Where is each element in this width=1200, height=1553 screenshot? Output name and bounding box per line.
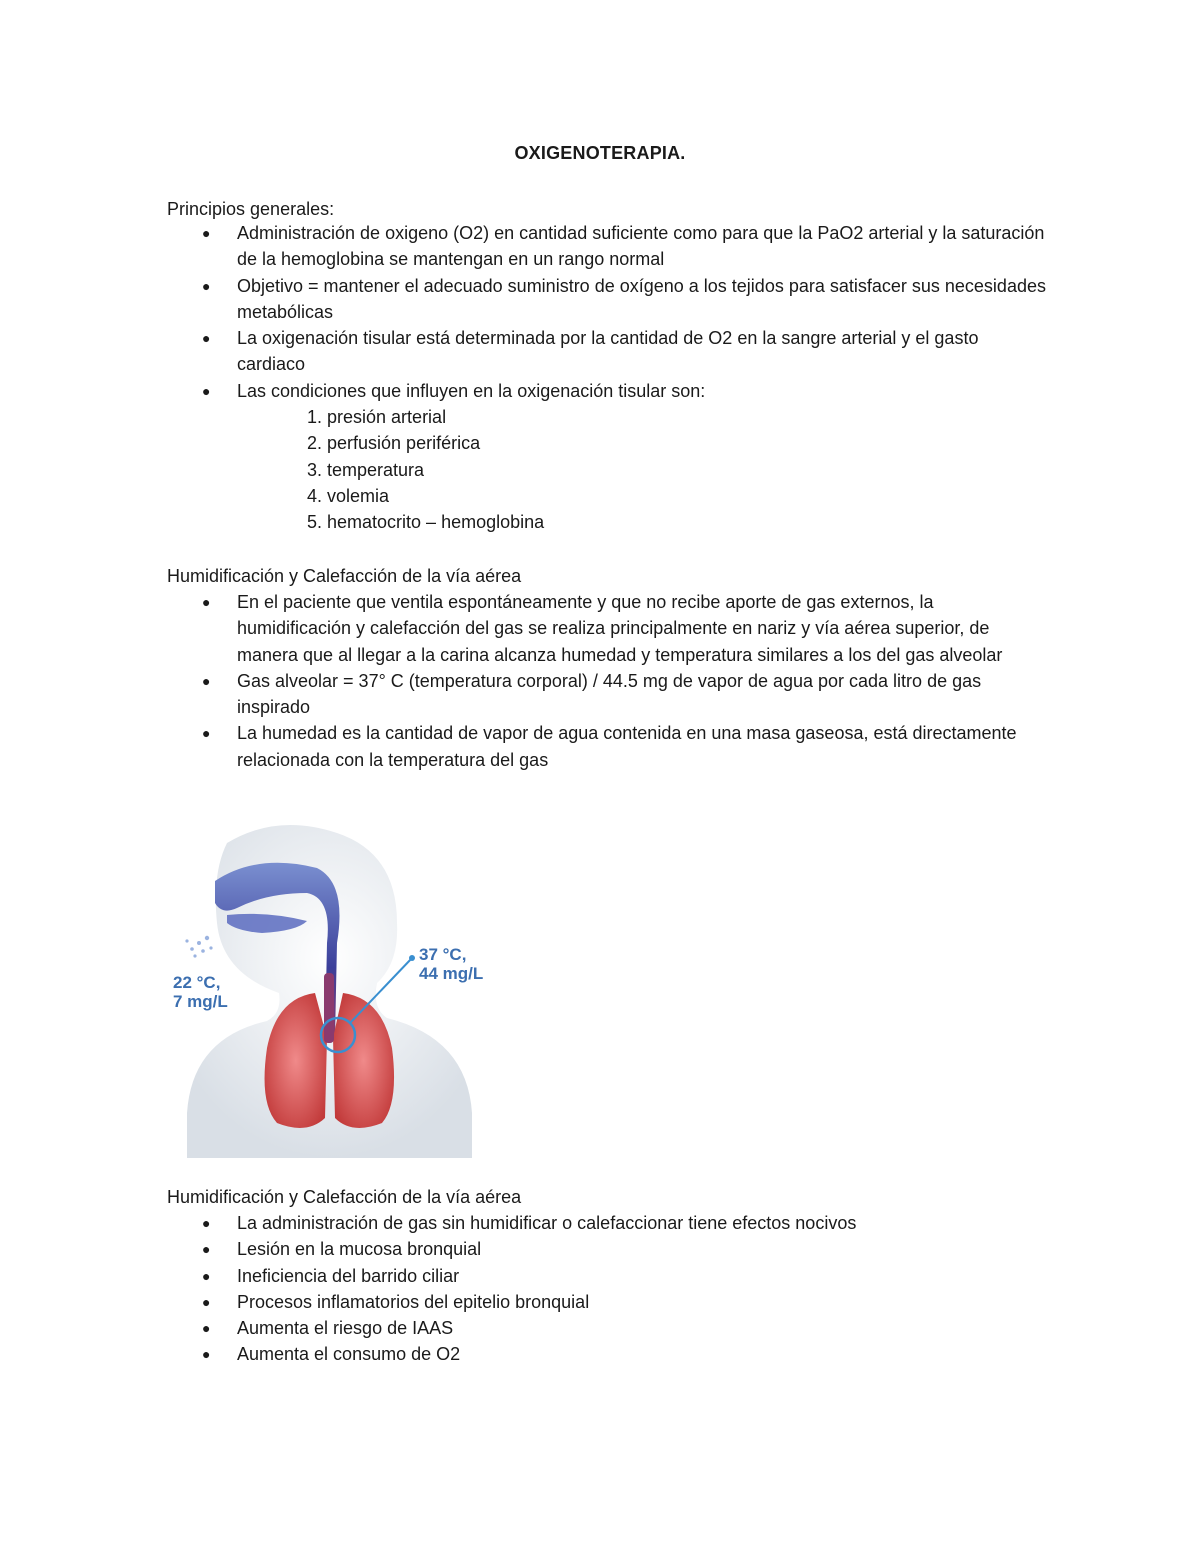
label-outside-temp: 22 °C, <box>173 973 221 992</box>
list-item: 2. perfusión periférica <box>307 433 481 454</box>
bullet-icon: ● <box>202 1320 211 1337</box>
list-item: ● Objetivo = mantener el adecuado suministro de oxígeno a los tejidos para satisfacer sus necesidades metabólicas <box>167 273 1047 326</box>
bullet-icon: ● <box>202 382 211 399</box>
bullet-list-humidificacion <box>167 589 1047 773</box>
list-item: ● Lesión en la mucosa bronquial <box>167 1236 1047 1262</box>
list-item: ● Ineficiencia del barrido ciliar <box>167 1263 1047 1289</box>
bullet-icon: ● <box>202 1241 211 1258</box>
list-item: ● Procesos inflamatorios del epitelio bronquial <box>167 1289 1047 1315</box>
list-item: 3. temperatura <box>307 459 425 480</box>
numbered-list-condiciones <box>307 404 544 535</box>
list-item: 1. presión arterial <box>307 407 447 427</box>
list-item: ● Gas alveolar = 37° C (temperatura corporal) / 44.5 mg de vapor de agua por cada litro de gas inspirado <box>167 668 1047 721</box>
airway-illustration <box>167 823 490 1158</box>
section-heading-efectos: Humidificación y Calefacción de la vía aérea <box>167 1187 522 1207</box>
label-outside-humidity: 7 mg/L <box>173 992 228 1011</box>
right-lung <box>333 993 394 1128</box>
bullet-list-efectos <box>167 1210 1047 1368</box>
list-item: ● La oxigenación tisular está determinada por la cantidad de O2 en la sangre arterial y el gasto cardiaco <box>167 325 1047 378</box>
bullet-icon: ● <box>202 1215 211 1231</box>
bullet-list-principios <box>167 220 1047 404</box>
bullet-icon: ● <box>202 1346 211 1363</box>
list-item: ● La humedad es la cantidad de vapor de agua contenida en una masa gaseosa, está directamente relacionada con la temperatura del gas <box>167 720 1047 773</box>
bullet-icon: ● <box>202 330 211 347</box>
list-item: ● La administración de gas sin humidificar o calefaccionar tiene efectos nocivos <box>167 1210 1047 1236</box>
bullet-icon: ● <box>202 1293 211 1310</box>
bullet-icon: ● <box>202 1267 211 1284</box>
section-heading-humidificacion: Humidificación y Calefacción de la vía aérea <box>167 566 522 586</box>
bullet-icon: ● <box>202 277 211 294</box>
bullet-icon: ● <box>202 225 211 241</box>
list-item: ● En el paciente que ventila espontáneamente y que no recibe aporte de gas externos, la humidificación y calefacción del gas se realiza principalmente en nariz y vía aérea superior, de manera que al llegar a la carina alcanza humedad y temperatura similares a los del gas alveolar <box>167 589 1047 668</box>
callout-dot <box>409 955 415 961</box>
list-item: ● Administración de oxigeno (O2) en cantidad suficiente como para que la PaO2 arterial y la saturación de la hemoglobina se mantengan en un rango normal <box>167 220 1047 273</box>
list-item: ● Aumenta el consumo de O2 <box>167 1341 1047 1367</box>
trachea <box>324 973 334 1043</box>
section-heading-principios: Principios generales: <box>167 199 335 219</box>
exhaled-air-dots <box>185 936 212 958</box>
bullet-icon: ● <box>202 725 211 742</box>
bullet-icon: ● <box>202 594 211 610</box>
label-inside-humidity: 44 mg/L <box>419 964 484 983</box>
document-title: OXIGENOTERAPIA. <box>514 143 686 163</box>
list-item: 4. volemia <box>307 485 390 506</box>
list-item: ● Aumenta el riesgo de IAAS <box>167 1315 1047 1341</box>
label-inside-temp: 37 °C, <box>419 945 467 964</box>
list-item: ● Las condiciones que influyen en la oxigenación tisular son: <box>167 378 1047 404</box>
list-item: 5. hematocrito – hemoglobina <box>307 512 545 533</box>
bullet-icon: ● <box>202 672 211 689</box>
left-lung <box>265 993 327 1128</box>
